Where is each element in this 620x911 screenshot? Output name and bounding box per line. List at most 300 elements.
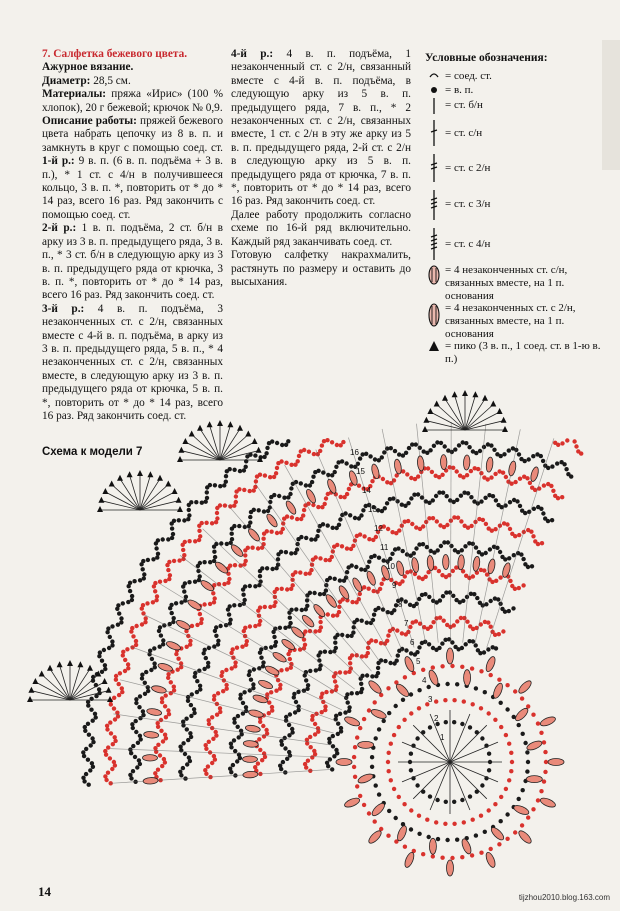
chain-stitch-mark [531, 534, 535, 538]
slip-stitch-icon [425, 70, 443, 80]
chain-stitch-mark [189, 500, 193, 504]
chain-stitch-mark [163, 704, 167, 708]
chain-stitch-mark [224, 480, 228, 484]
chain-stitch-mark [106, 771, 110, 775]
chain-stitch-mark [153, 589, 157, 593]
chain-stitch-mark [397, 528, 401, 532]
chain-stitch-mark [170, 526, 174, 530]
chain-stitch-mark [261, 537, 265, 541]
cluster-mark [395, 560, 405, 576]
chain-stitch-mark [215, 511, 219, 515]
stitch-line [413, 762, 450, 799]
chain-stitch-mark [145, 601, 149, 605]
chain-stitch-mark [118, 671, 122, 675]
chain-stitch-mark [574, 444, 578, 448]
chain-stitch-mark [100, 659, 104, 663]
chain-stitch-mark [349, 464, 353, 468]
chain-stitch-mark [203, 648, 207, 652]
chain-stitch-mark [294, 607, 298, 611]
chain-stitch-mark [355, 618, 359, 622]
chain-stitch-mark [386, 686, 390, 690]
chain-stitch-mark [350, 653, 354, 657]
chain-stitch-mark [436, 548, 440, 552]
chain-stitch-mark [320, 443, 324, 447]
chain-stitch-mark [572, 439, 576, 443]
chain-stitch-mark [114, 674, 118, 678]
chain-stitch-mark [539, 454, 543, 458]
chain-stitch-mark [195, 623, 199, 627]
cluster-mark [484, 655, 497, 672]
cluster-mark [243, 771, 258, 778]
chain-stitch-mark [253, 624, 257, 628]
chain-stitch-mark [252, 508, 256, 512]
chain-stitch-mark [416, 492, 420, 496]
chain-stitch-mark [379, 641, 383, 645]
chain-stitch-mark [265, 446, 269, 450]
chain-stitch-mark [489, 625, 493, 629]
chain-stitch-mark [258, 605, 262, 609]
chain-stitch-mark [457, 443, 461, 447]
chain-stitch-mark [334, 646, 338, 650]
chain-stitch-mark [190, 692, 194, 696]
row-number: 1 [440, 733, 445, 742]
picot-mark [197, 425, 203, 431]
picot-mark [39, 671, 45, 677]
chain-stitch-mark [211, 591, 215, 595]
chain-stitch-mark [289, 551, 293, 555]
fan-stitch [70, 691, 109, 700]
chain-stitch-mark [543, 750, 547, 754]
chain-stitch-mark [474, 833, 478, 837]
chain-stitch-mark [158, 625, 162, 629]
chain-stitch-mark [141, 559, 145, 563]
chain-stitch-mark [380, 582, 384, 586]
picot-mark [102, 678, 108, 684]
picot-mark [67, 660, 73, 666]
chain-stitch-mark [283, 626, 287, 630]
chain-stitch-mark [181, 741, 185, 745]
cluster-mark [529, 466, 539, 482]
chain-stitch-mark [320, 692, 324, 696]
chain-stitch-mark [280, 587, 284, 591]
chain-stitch-mark [448, 590, 452, 594]
chain-stitch-mark [344, 461, 348, 465]
chain-stitch-mark [431, 620, 435, 624]
chain-stitch-mark [260, 566, 264, 570]
chain-stitch-mark [324, 588, 328, 592]
chain-stitch-mark [316, 529, 320, 533]
chain-stitch-mark [427, 642, 431, 646]
chain-stitch-mark [508, 500, 512, 504]
picot-mark [77, 661, 83, 667]
chain-stitch-mark [253, 485, 257, 489]
chain-stitch-mark [438, 598, 442, 602]
chain-stitch-mark [460, 646, 464, 650]
chain-stitch-mark [338, 712, 342, 716]
chain-stitch-mark [487, 768, 491, 772]
chain-stitch-mark [383, 659, 387, 663]
chain-stitch-mark [352, 625, 356, 629]
chain-stitch-mark [359, 513, 363, 517]
chain-stitch-mark [105, 724, 109, 728]
chain-stitch-mark [436, 837, 440, 841]
chain-stitch-mark [321, 522, 325, 526]
chain-stitch-mark [138, 734, 142, 738]
cluster-mark [272, 651, 288, 664]
chain-stitch-mark [278, 626, 282, 630]
chain-stitch-mark [509, 482, 513, 486]
chain-stitch-mark [409, 651, 413, 655]
chain-stitch-mark [503, 610, 507, 614]
chain-stitch-mark [550, 464, 554, 468]
chain-stitch-mark [343, 670, 347, 674]
chain-stitch-mark [531, 454, 535, 458]
chain-stitch-mark [400, 579, 404, 583]
chain-stitch-mark [338, 578, 342, 582]
chain-stitch-mark [541, 511, 545, 515]
chain-stitch-mark [505, 683, 509, 687]
picot-mark [28, 687, 34, 693]
chain-stitch-mark [459, 519, 463, 523]
chain-stitch-mark [182, 589, 186, 593]
chain-stitch-mark [243, 525, 247, 529]
chain-stitch-mark [166, 537, 170, 541]
chain-stitch-mark [374, 639, 378, 643]
chain-stitch-mark [337, 523, 341, 527]
chain-stitch-mark [546, 519, 550, 523]
picot-mark [27, 696, 33, 702]
cluster-mark [242, 756, 257, 763]
cluster-mark [343, 715, 360, 728]
chain-stitch-mark [159, 729, 163, 733]
chain-stitch-mark [469, 495, 473, 499]
chain-stitch-mark [168, 622, 172, 626]
chain-stitch-mark [174, 601, 178, 605]
chain-stitch-mark [263, 605, 267, 609]
chain-stitch-mark [434, 699, 438, 703]
chain-stitch-mark [385, 501, 389, 505]
picot-mark [434, 401, 440, 407]
chain-stitch-mark [389, 778, 393, 782]
cluster-mark [357, 772, 374, 785]
chain-stitch-mark [355, 735, 359, 739]
picot-mark [178, 447, 184, 453]
chain-stitch-mark [474, 451, 478, 455]
single-crochet-icon [425, 96, 443, 116]
chain-stitch-mark [542, 740, 546, 744]
row-number: 7 [404, 619, 409, 628]
picot-mark [245, 431, 251, 437]
chain-stitch-mark [353, 745, 357, 749]
chain-stitch-mark [333, 641, 337, 645]
chain-stitch-mark [141, 603, 145, 607]
chain-stitch-mark [505, 707, 509, 711]
chain-stitch-mark [192, 711, 196, 715]
chain-stitch-mark [484, 551, 488, 555]
chain-stitch-mark [441, 491, 445, 495]
chain-stitch-mark [345, 492, 349, 496]
legend-item: = ст. б/н [425, 96, 483, 116]
chain-stitch-mark [330, 555, 334, 559]
chain-stitch-mark [283, 746, 287, 750]
chain-stitch-mark [167, 560, 171, 564]
chain-stitch-mark [288, 712, 292, 716]
chain-stitch-mark [231, 647, 235, 651]
chain-stitch-mark [144, 670, 148, 674]
chain-stitch-mark [244, 465, 248, 469]
chain-stitch-mark [348, 513, 352, 517]
chain-stitch-mark [244, 559, 248, 563]
chain-stitch-mark [499, 701, 503, 705]
chain-stitch-mark [450, 664, 454, 668]
chain-stitch-mark [493, 802, 497, 806]
picot-mark [490, 401, 496, 407]
chain-stitch-mark [528, 481, 532, 485]
chain-stitch-mark [169, 603, 173, 607]
chain-stitch-mark [438, 616, 442, 620]
chain-stitch-mark [440, 641, 444, 645]
chain-stitch-mark [360, 687, 364, 691]
legend [425, 52, 610, 365]
chain-stitch-mark [258, 473, 262, 477]
chain-stitch-mark [489, 847, 493, 851]
chain-stitch-mark [278, 764, 282, 768]
chain-stitch-mark [81, 750, 85, 754]
cluster-mark [447, 860, 454, 876]
chain-stitch-mark [324, 558, 328, 562]
chain-stitch-mark [268, 605, 272, 609]
chain-stitch-mark [279, 459, 283, 463]
chain-stitch-mark [478, 449, 482, 453]
chain-stitch-mark [452, 822, 456, 826]
chain-stitch-mark [270, 705, 274, 709]
chain-stitch-mark [464, 642, 468, 646]
chain-stitch-mark [286, 439, 290, 443]
chain-stitch-mark [374, 736, 378, 740]
chain-stitch-mark [358, 794, 362, 798]
chain-stitch-mark [370, 479, 374, 483]
chain-stitch-mark [261, 664, 265, 668]
chain-stitch-mark [110, 624, 114, 628]
chain-stitch-mark [156, 552, 160, 556]
chain-stitch-mark [275, 466, 279, 470]
picot-mark [256, 447, 262, 453]
chain-stitch-mark [331, 734, 335, 738]
cluster-mark [517, 679, 533, 695]
chain-stitch-mark [159, 633, 163, 637]
cluster-mark [487, 558, 496, 574]
cluster-mark [539, 715, 556, 728]
chain-stitch-mark [340, 459, 344, 463]
page-number: 14 [38, 884, 51, 899]
chain-stitch-mark [197, 538, 201, 542]
chain-stitch-mark [225, 542, 229, 546]
chain-stitch-mark [338, 670, 342, 674]
chain-stitch-mark [238, 469, 242, 473]
chain-stitch-mark [178, 745, 182, 749]
chain-stitch-mark [216, 639, 220, 643]
chain-stitch-mark [521, 557, 525, 561]
chain-stitch-mark [460, 665, 464, 669]
chain-stitch-mark [505, 522, 509, 526]
chain-stitch-mark [277, 494, 281, 498]
chain-stitch-mark [287, 750, 291, 754]
chain-stitch-mark [427, 835, 431, 839]
chain-stitch-mark [489, 475, 493, 479]
chain-stitch-mark [274, 471, 278, 475]
chain-stitch-mark [253, 765, 257, 769]
chain-stitch-mark [323, 502, 327, 506]
chain-stitch-mark [387, 809, 391, 813]
chain-stitch-mark [233, 749, 237, 753]
cluster-mark [489, 826, 505, 842]
chain-stitch-mark [202, 560, 206, 564]
chain-stitch-mark [517, 452, 521, 456]
chain-stitch-mark [130, 722, 134, 726]
cluster-mark [151, 684, 167, 694]
chain-stitch-mark [484, 522, 488, 526]
cluster-mark [463, 455, 470, 470]
chain-stitch-mark [81, 776, 85, 780]
cluster-mark [351, 577, 364, 593]
chain-stitch-mark [372, 589, 376, 593]
chain-stitch-mark [373, 457, 377, 461]
picot-mark [97, 506, 103, 512]
chain-stitch-mark [308, 591, 312, 595]
chain-stitch-mark [228, 767, 232, 771]
chain-stitch-mark [248, 515, 252, 519]
chain-stitch-mark [483, 830, 487, 834]
chain-stitch-mark [155, 555, 159, 559]
cluster-mark [548, 759, 564, 766]
chain-stitch-mark [414, 619, 418, 623]
row4-label: 4-й р.: [231, 48, 274, 60]
chain-stitch-mark [305, 604, 309, 608]
chain-stitch-mark [427, 685, 431, 689]
chain-stitch-mark [418, 446, 422, 450]
chain-stitch-mark [128, 589, 132, 593]
chain-stitch-mark [489, 599, 493, 603]
chain-stitch-mark [220, 670, 224, 674]
chain-stitch-mark [134, 730, 138, 734]
cluster-mark [367, 679, 383, 695]
chain-stitch-mark [409, 752, 413, 756]
picot-mark [165, 481, 171, 487]
chain-stitch-mark [392, 787, 396, 791]
cluster-mark [175, 619, 191, 632]
picot-mark [182, 438, 188, 444]
chain-stitch-mark [385, 480, 389, 484]
chain-stitch-mark [316, 469, 320, 473]
chain-stitch-mark [487, 808, 491, 812]
chain-stitch-mark [172, 519, 176, 523]
chain-stitch-mark [290, 515, 294, 519]
cluster-mark [485, 457, 493, 473]
chain-stitch-mark [362, 803, 366, 807]
chain-stitch-mark [112, 760, 116, 764]
chain-stitch-mark [103, 749, 107, 753]
treble-crochet-icon [425, 152, 443, 184]
chain-stitch-mark [106, 745, 110, 749]
chain-stitch-mark [498, 575, 502, 579]
chain-stitch-mark [184, 717, 188, 721]
chain-stitch-mark [468, 794, 472, 798]
picot-mark [217, 420, 223, 426]
chain-stitch-mark [507, 778, 511, 782]
chain-stitch-mark [204, 521, 208, 525]
chain-stitch-icon [425, 84, 443, 96]
cluster-mark [517, 829, 533, 845]
cluster-tr-icon [425, 302, 443, 328]
cluster-mark [370, 708, 387, 721]
chain-stitch-mark [521, 788, 525, 792]
chain-stitch-mark [215, 516, 219, 520]
chain-stitch-mark [152, 661, 156, 665]
chain-stitch-mark [376, 671, 380, 675]
chain-stitch-mark [120, 686, 124, 690]
cluster-mark [358, 741, 374, 748]
row2-value: 1 в. п. подъёма, 2 ст. б/н в арку из 3 в. п. предыдущего ряда, 3 в. п., * 3 ст. б/н в следующую арку из 3 в. п. предыдущего ряда от крючка, 3 в. п. *, повторить от * до * 14 раз, всего 16 раз. Ряд закончить соед. ст. [42, 222, 223, 302]
chain-stitch-mark [166, 672, 170, 676]
chain-stitch-mark [311, 503, 315, 507]
chain-stitch-mark [389, 446, 393, 450]
chain-stitch-mark [355, 691, 359, 695]
chain-stitch-mark [437, 569, 441, 573]
chain-stitch-mark [284, 715, 288, 719]
chain-stitch-mark [397, 725, 401, 729]
chain-stitch-mark [171, 532, 175, 536]
chain-stitch-mark [347, 705, 351, 709]
chain-stitch-mark [432, 444, 436, 448]
chain-stitch-mark [204, 743, 208, 747]
chain-stitch-mark [161, 642, 165, 646]
chain-stitch-mark [451, 594, 455, 598]
chain-stitch-mark [93, 712, 97, 716]
chain-stitch-mark [161, 638, 165, 642]
chain-stitch-mark [386, 527, 390, 531]
chain-stitch-mark [352, 765, 356, 769]
chain-stitch-mark [98, 650, 102, 654]
chain-stitch-mark [300, 608, 304, 612]
chain-stitch-mark [476, 467, 480, 471]
chain-stitch-mark [288, 621, 292, 625]
chain-stitch-mark [172, 559, 176, 563]
chain-stitch-mark [421, 524, 425, 528]
fan-stitch [220, 451, 259, 460]
chain-stitch-mark [525, 769, 529, 773]
chain-stitch-mark [251, 682, 255, 686]
chain-stitch-mark [417, 832, 421, 836]
fan-stitch [426, 421, 465, 430]
cluster-mark [457, 555, 464, 570]
chain-stitch-mark [285, 667, 289, 671]
chain-stitch-mark [156, 538, 160, 542]
chain-stitch-mark [314, 668, 318, 672]
chain-stitch-mark [507, 742, 511, 746]
chain-stitch-mark [296, 690, 300, 694]
chain-stitch-mark [194, 500, 198, 504]
chain-stitch-mark [275, 587, 279, 591]
chain-stitch-mark [486, 620, 490, 624]
picot-mark [106, 687, 112, 693]
chain-stitch-mark [282, 496, 286, 500]
chain-stitch-mark [110, 639, 114, 643]
chain-stitch-mark [265, 566, 269, 570]
cluster-mark [460, 838, 473, 855]
chain-stitch-mark [452, 698, 456, 702]
chain-stitch-mark [218, 624, 222, 628]
chain-stitch-mark [160, 696, 164, 700]
